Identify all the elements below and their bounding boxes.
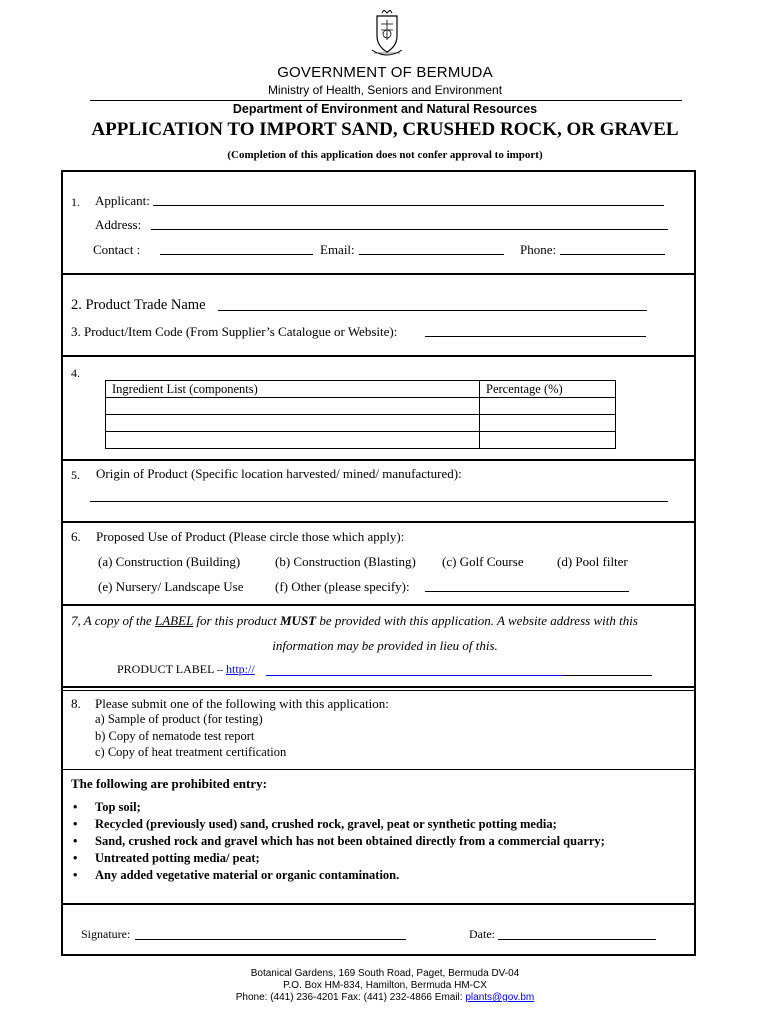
approval-note: (Completion of this application does not confer approval to import) (227, 149, 543, 161)
section-divider (61, 769, 696, 770)
address-field[interactable] (151, 229, 668, 230)
ministry-heading: Ministry of Health, Seniors and Environment (267, 83, 503, 97)
section-divider (61, 459, 696, 461)
label-requirement-part: for this product (193, 613, 280, 628)
signature-field[interactable] (135, 939, 406, 940)
section-divider (61, 355, 696, 357)
product-label-url-field-end[interactable] (564, 675, 652, 676)
section-divider (61, 903, 696, 905)
section-divider (61, 273, 696, 275)
department-heading: Department of Environment and Natural Resources (232, 102, 538, 116)
percentage-cell[interactable] (480, 432, 616, 449)
applicant-field[interactable] (153, 205, 664, 206)
other-use-field[interactable] (425, 591, 629, 592)
table-row (106, 381, 616, 398)
label-word: LABEL (155, 613, 194, 628)
header-rule (90, 100, 682, 101)
section1-number: 1. (71, 195, 80, 209)
list-item: c) Copy of heat treatment certification (95, 745, 287, 759)
bullet-icon: • (73, 834, 78, 848)
prohibited-item: Untreated potting media/ peat; (95, 851, 260, 865)
list-item: a) Sample of product (for testing) (95, 712, 263, 726)
bermuda-coat-of-arms-icon (369, 10, 405, 60)
bullet-icon: • (73, 800, 78, 814)
label-requirement-line2: information may be provided in lieu of this. (272, 638, 498, 653)
section-divider (61, 690, 696, 691)
prohibited-item: Recycled (previously used) sand, crushed rock, gravel, peat or synthetic potting media; (95, 817, 557, 831)
section6-number: 6. (71, 529, 81, 544)
section-divider (61, 604, 696, 606)
date-label: Date: (469, 927, 495, 941)
government-heading: GOVERNMENT OF BERMUDA (277, 64, 493, 81)
percentage-cell[interactable] (480, 415, 616, 432)
contact-label: Contact : (93, 242, 141, 257)
ingredient-cell[interactable] (106, 398, 480, 415)
use-option-construction-building[interactable]: (a) Construction (Building) (98, 554, 241, 569)
prohibited-list (70, 799, 605, 884)
prohibited-item: Sand, crushed rock and gravel which has not been obtained directly from a commercial quarry; (95, 834, 605, 848)
signature-label: Signature: (81, 927, 131, 941)
prohibited-item: Any added vegetative material or organic contamination. (95, 868, 400, 882)
bullet-icon: • (73, 851, 78, 865)
contact-field[interactable] (160, 254, 313, 255)
product-label-label (117, 662, 255, 677)
list-item: b) Copy of nematode test report (95, 728, 255, 743)
list-item (70, 799, 605, 816)
bullet-icon: • (73, 868, 78, 882)
label-requirement-text (71, 613, 638, 629)
footer-address (0, 968, 770, 1004)
section4-number: 4. (71, 366, 80, 380)
list-item (70, 850, 605, 867)
section-divider (61, 686, 696, 688)
ingredient-table (105, 380, 616, 449)
form-title: APPLICATION TO IMPORT SAND, CRUSHED ROCK, OR GRAVEL (91, 119, 679, 140)
list-item (70, 816, 605, 833)
proposed-use-label: Proposed Use of Product (Please circle those which apply): (96, 529, 405, 544)
use-option-construction-blasting[interactable]: (b) Construction (Blasting) (275, 554, 416, 569)
product-label-text: PRODUCT LABEL – (117, 662, 227, 676)
label-requirement-part: 7, A copy of the (71, 613, 156, 628)
ingredient-cell[interactable] (106, 432, 480, 449)
product-trade-name-label: 2. Product Trade Name (71, 297, 206, 313)
must-word: MUST (280, 613, 317, 628)
submit-requirement-label: Please submit one of the following with this application: (95, 696, 389, 711)
product-label-url-field[interactable] (266, 675, 564, 676)
product-trade-name-field[interactable] (218, 310, 647, 311)
use-option-golf-course[interactable]: (c) Golf Course (442, 554, 524, 569)
list-item (70, 833, 605, 850)
origin-field[interactable] (90, 501, 668, 502)
bullet-icon: • (73, 817, 78, 831)
label-requirement-part: be provided with this application. A website address with this (316, 613, 638, 628)
address-label: Address: (95, 217, 142, 232)
prohibited-heading: The following are prohibited entry: (71, 776, 267, 791)
origin-label: Origin of Product (Specific location harvested/ mined/ manufactured): (96, 466, 462, 481)
product-code-field[interactable] (425, 336, 646, 337)
table-row (106, 415, 616, 432)
product-label-url-prefix[interactable]: http:// (226, 662, 255, 676)
use-option-nursery-landscape[interactable]: (e) Nursery/ Landscape Use (98, 579, 244, 594)
applicant-label: Applicant: (95, 193, 150, 208)
footer-line: Botanical Gardens, 169 South Road, Paget, Bermuda DV-04 (250, 968, 520, 979)
email-field[interactable] (359, 254, 504, 255)
prohibited-item: Top soil; (95, 800, 141, 814)
section5-number: 5. (71, 468, 80, 482)
date-field[interactable] (498, 939, 656, 940)
list-item (70, 867, 605, 884)
percentage-cell[interactable] (480, 398, 616, 415)
use-option-other[interactable]: (f) Other (please specify): (275, 579, 410, 594)
footer-line (0, 992, 770, 1004)
footer-line: P.O. Box HM-834, Hamilton, Bermuda HM-CX (283, 980, 487, 991)
use-option-pool-filter[interactable]: (d) Pool filter (557, 554, 628, 569)
footer-contact: Phone: (441) 236-4201 Fax: (441) 232-4866 Email: (235, 992, 466, 1003)
percentage-column-header: Percentage (%) (480, 381, 616, 398)
ingredient-column-header: Ingredient List (components) (106, 381, 480, 398)
ingredient-cell[interactable] (106, 415, 480, 432)
phone-label: Phone: (520, 242, 557, 257)
phone-field[interactable] (560, 254, 665, 255)
email-label: Email: (320, 242, 355, 257)
product-code-label: 3. Product/Item Code (From Supplier’s Catalogue or Website): (71, 324, 398, 339)
submit-options-list (95, 711, 286, 761)
section-divider (61, 521, 696, 523)
table-row (106, 398, 616, 415)
email-link[interactable]: plants@gov.bm (465, 992, 535, 1003)
table-row (106, 432, 616, 449)
section8-number: 8. (71, 696, 81, 711)
